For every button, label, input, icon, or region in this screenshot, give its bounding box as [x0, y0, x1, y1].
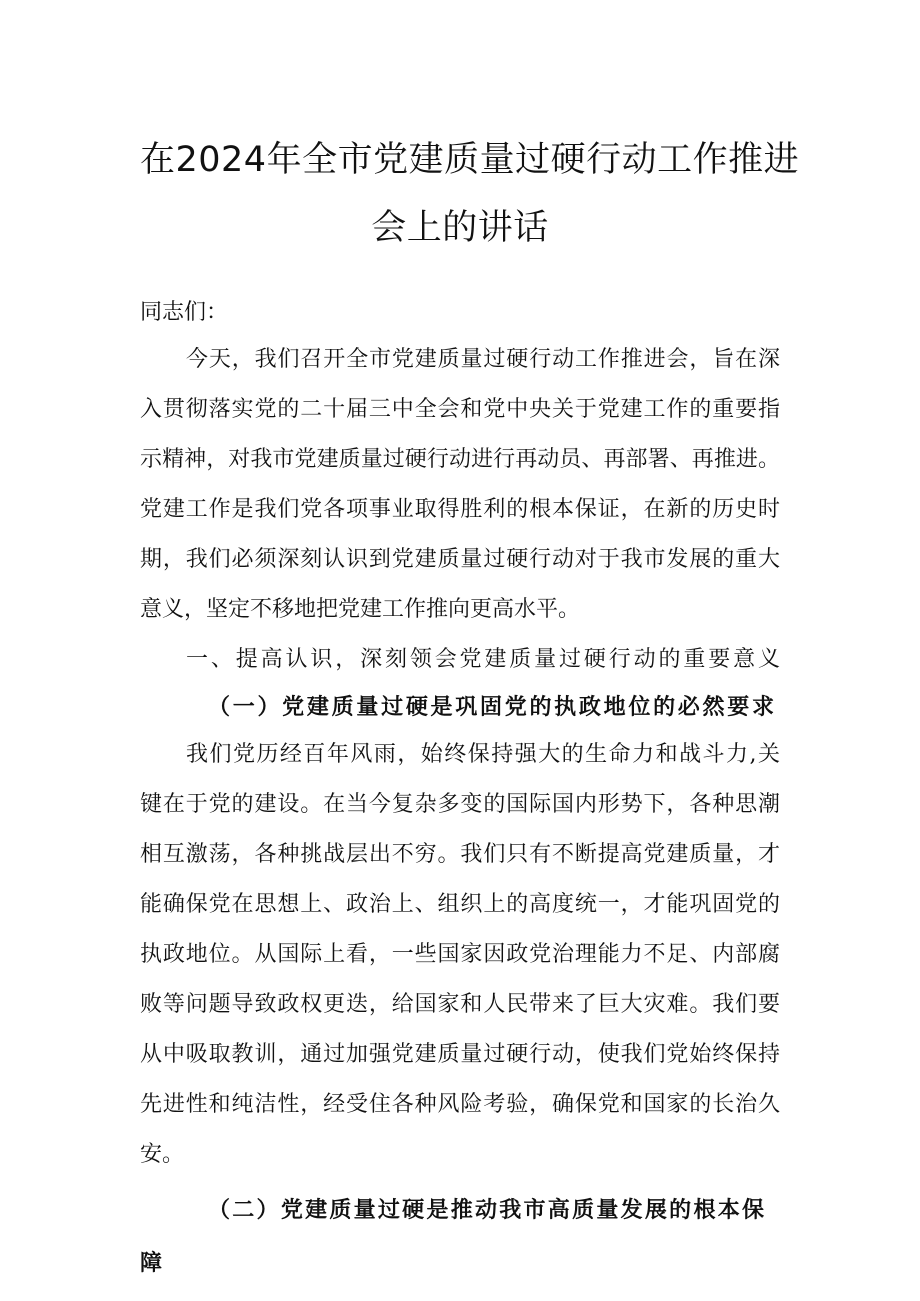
salutation: 同志们： [140, 300, 229, 325]
subsection-2-heading-line-1: （二）党建质量过硬是推动我市高质量发展的根本保 [208, 1197, 764, 1223]
subsection-1-paragraph-line: 从中吸取教训，通过加强党建质量过硬行动，使我们党始终保持 [140, 1042, 780, 1067]
subsection-1-paragraph-line: 键在于党的建设。在当今复杂多变的国际国内形势下，各种思潮 [140, 792, 780, 817]
document-title-line-1: 在2024年全市党建质量过硬行动工作推进 [140, 140, 800, 180]
intro-paragraph-line: 党建工作是我们党各项事业取得胜利的根本保证，在新的历史时 [140, 497, 780, 522]
subsection-2-heading-line-2: 障 [140, 1250, 163, 1276]
subsection-1-heading: （一）党建质量过硬是巩固党的执政地位的必然要求 [208, 694, 774, 720]
intro-paragraph-line: 入贯彻落实党的二十届三中全会和党中央关于党建工作的重要指 [140, 397, 780, 422]
intro-paragraph-line: 期，我们必须深刻认识到党建质量过硬行动对于我市发展的重大 [140, 547, 780, 572]
subsection-1-paragraph-line: 能确保党在思想上、政治上、组织上的高度统一，才能巩固党的 [140, 892, 780, 917]
document-title-line-2: 会上的讲话 [371, 208, 549, 248]
subsection-1-paragraph-line: 相互激荡，各种挑战层出不穷。我们只有不断提高党建质量，才 [140, 842, 780, 867]
section-1-heading: 一、提高认识，深刻领会党建质量过硬行动的重要意义 [186, 647, 780, 672]
intro-paragraph-line: 示精神，对我市党建质量过硬行动进行再动员、再部署、再推进。 [140, 447, 780, 472]
intro-paragraph-line: 意义，坚定不移地把党建工作推向更高水平。 [140, 597, 581, 622]
subsection-1-paragraph-line: 败等问题导致政权更迭，给国家和人民带来了巨大灾难。我们要 [140, 992, 780, 1017]
subsection-1-paragraph-line: 安。 [140, 1142, 185, 1167]
intro-paragraph-line: 今天，我们召开全市党建质量过硬行动工作推进会，旨在深 [186, 347, 780, 372]
subsection-1-paragraph-line: 先进性和纯洁性，经受住各种风险考验，确保党和国家的长治久 [140, 1092, 780, 1117]
subsection-1-paragraph-line: 我们党历经百年风雨，始终保持强大的生命力和战斗力,关 [186, 742, 780, 767]
subsection-1-paragraph-line: 执政地位。从国际上看，一些国家因政党治理能力不足、内部腐 [140, 942, 780, 967]
